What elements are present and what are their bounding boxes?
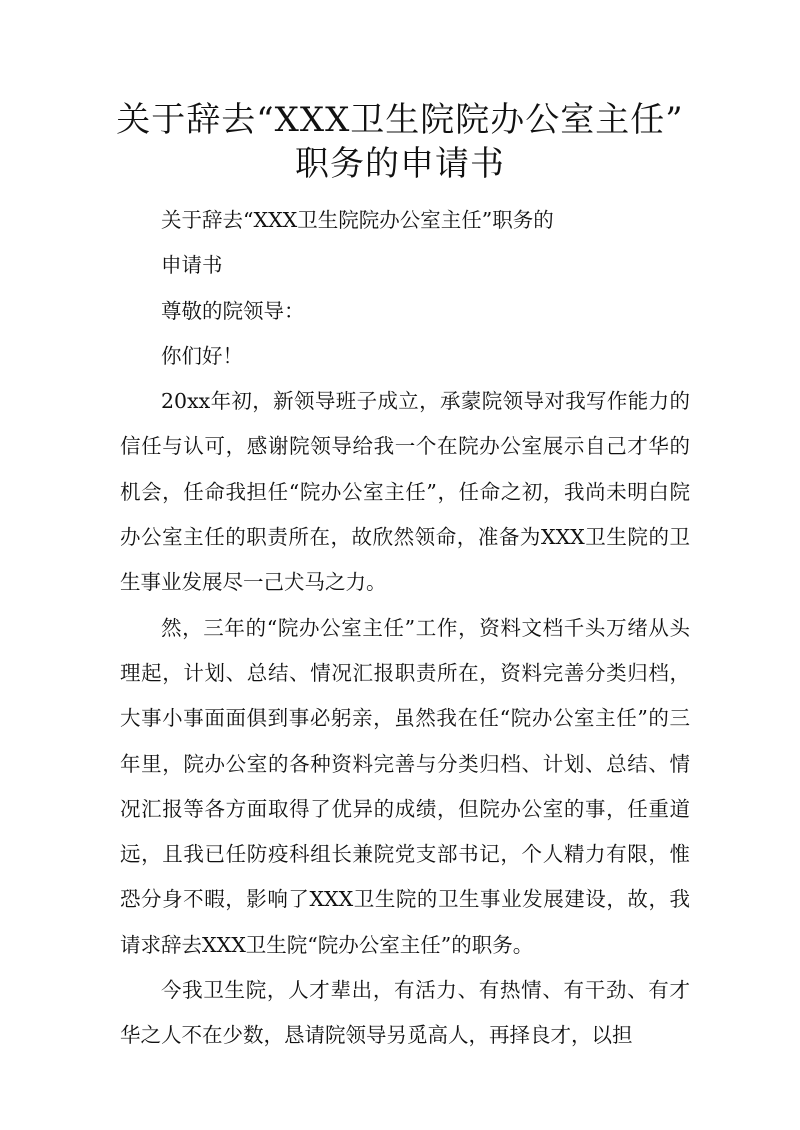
document-title-line-2: 职务的申请书 — [295, 144, 505, 184]
paragraph-body-2: 然，三年的“院办公室主任”工作，资料文档千头万绪从头理起，计划、总结、情况汇报职责所在，资料完善分类归档，大事小事面面俱到事必躬亲，虽然我在任“院办公室主任”的三年里，院办公室的各种资料完善与分类归档、计划、总结、情况汇报等各方面取得了优异的成绩，但院办公室的事，任重道远，且我已任防疫科组长兼院党支部书记，个人精力有限，惟恐分身不暇，影响了XXX卫生院的卫生事业发展建设，故，我请求辞去XXX卫生院“院办公室主任”的职务。 — [120, 615, 690, 957]
paragraph-salutation: 尊敬的院领导： — [161, 298, 305, 323]
paragraph-body-3: 今我卫生院，人才辈出，有活力、有热情、有干劲、有才华之人不在少数，恳请院领导另觅高人，再择良才，以担 — [120, 978, 690, 1048]
paragraph-greeting: 你们好！ — [161, 343, 243, 368]
paragraph-subject: 关于辞去“XXX卫生院院办公室主任”职务的 — [161, 208, 554, 232]
paragraph-subject-cont: 申请书 — [161, 253, 223, 278]
paragraph-body-1: 20xx年初，新领导班子成立，承蒙院领导对我写作能力的信任与认可，感谢院领导给我一个在院办公室展示自己才华的机会，任命我担任“院办公室主任”，任命之初，我尚未明白院办公室主任的职责所在，故欣然领命，准备为XXX卫生院的卫生事业发展尽一己犬马之力。 — [120, 389, 690, 595]
document-body — [120, 198, 690, 1059]
document-title-line-1: 关于辞去“XXX卫生院院办公室主任” — [116, 100, 684, 140]
